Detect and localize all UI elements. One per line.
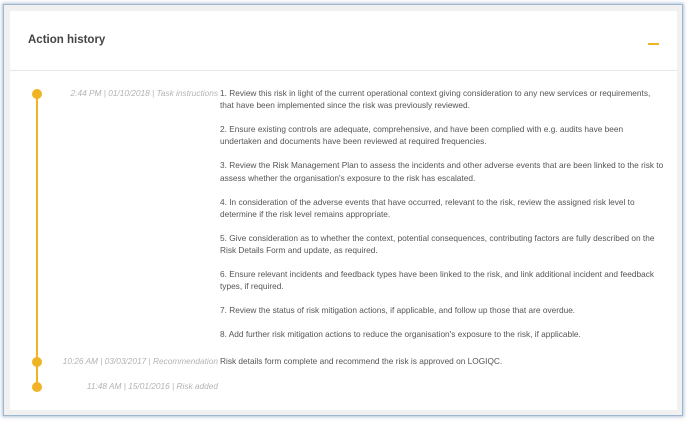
- instruction-paragraph: 6. Ensure relevant incidents and feedback types have been linked to the risk, and link additional incident and feedback types, if required.: [220, 269, 655, 292]
- instruction-paragraph: 1. Review this risk in light of the current operational context giving consideration to any new services or requirements, that have been implemented since the risk was previously reviewed.: [220, 88, 651, 111]
- instruction-paragraph: 7. Review the status of risk mitigation actions, if applicable, and follow up those that are overdue.: [220, 305, 576, 316]
- action-history-panel: [10, 11, 677, 410]
- instruction-paragraph: 3. Review the Risk Management Plan to assess the incidents and other adverse events that are been linked to the risk to assess whether the organisation's exposure to the risk has escalated.: [220, 160, 664, 183]
- entry-body: [220, 355, 665, 379]
- panel-title: Action history: [28, 34, 106, 46]
- recommendation-text: Risk details form complete and recommend the risk is approved on LOGIQC.: [220, 356, 503, 366]
- window-frame: [3, 4, 683, 416]
- instruction-paragraph: 4. In consideration of the adverse events that have occurred, relevant to the risk, review the assigned risk level to determine if the risk level remains appropriate.: [220, 196, 635, 219]
- instruction-paragraph: 2. Ensure existing controls are adequate, comprehensive, and have been complied with e.g. audits have been undertaken and documents have been reviewed at required frequencies.: [220, 124, 624, 147]
- entry-meta: 10:26 AM | 03/03/2017 | Recommendation: [62, 356, 218, 366]
- entry-meta: 2:44 PM | 01/10/2018 | Task instructions: [70, 88, 218, 98]
- instruction-paragraph: 8. Add further risk mitigation actions to reduce the organisation's exposure to the risk, if applicable.: [220, 329, 581, 340]
- instruction-paragraph: 5. Give consideration as to whether the context, potential consequences, contributing factors are fully described on the Risk Details Form and update, as required.: [220, 232, 655, 256]
- timeline-dot-icon: [32, 357, 42, 367]
- panel-header: [10, 11, 677, 71]
- timeline-dot-icon: [32, 89, 42, 99]
- timeline-line: [36, 94, 38, 387]
- collapse-minus-icon[interactable]: [648, 43, 659, 45]
- timeline-dot-icon: [32, 382, 42, 392]
- entry-meta: 11:48 AM | 15/01/2016 | Risk added: [86, 381, 218, 391]
- entry-body: [220, 87, 665, 352]
